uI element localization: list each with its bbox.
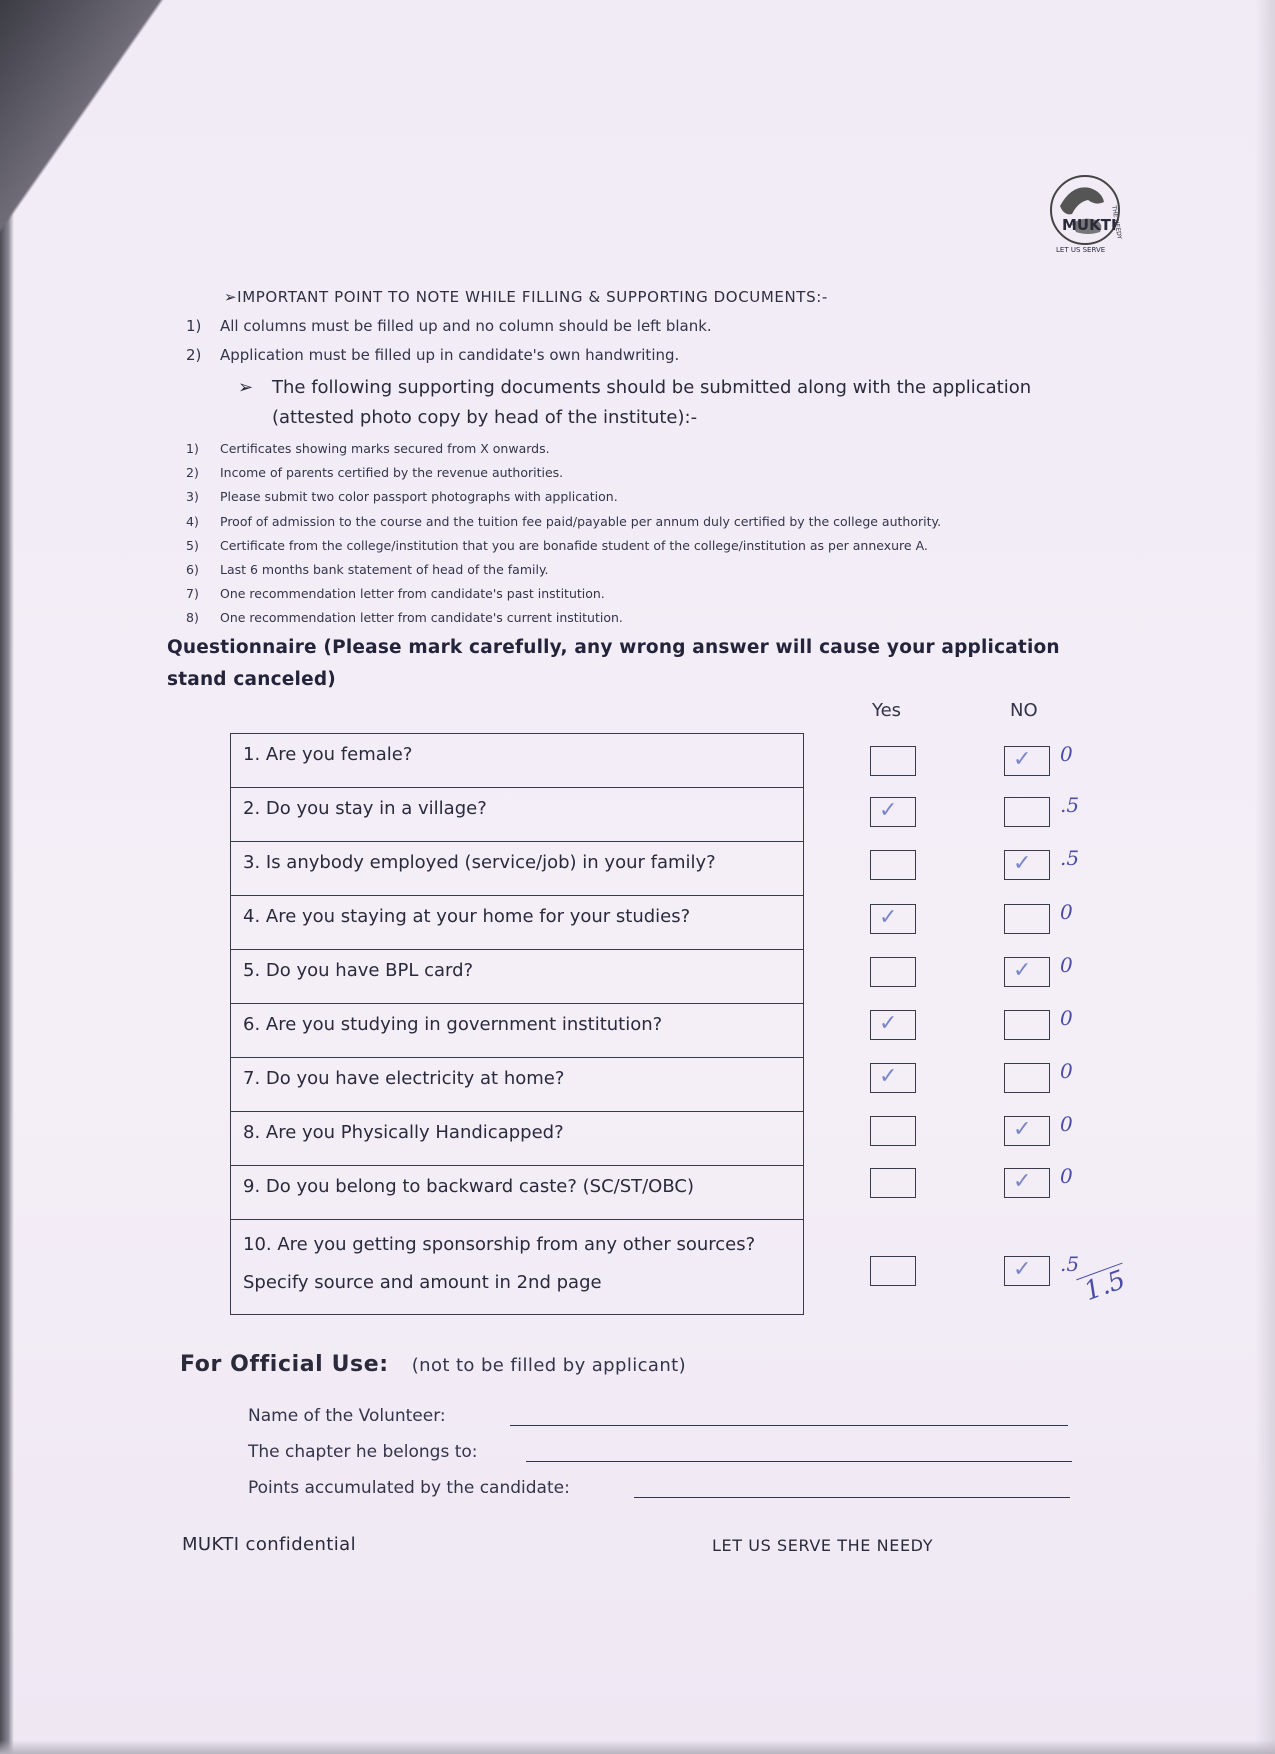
question-row: 6. Are you studying in government institution? [231,1004,803,1058]
field-line[interactable] [510,1425,1068,1426]
document-item [186,440,1146,464]
handwritten-score: 0 [1060,1112,1073,1136]
field-label: Points accumulated by the candidate: [248,1478,570,1498]
document-text: Please submit two color passport photographs with application. [220,489,618,505]
check-mark-icon: ✓ [1013,851,1032,876]
questionnaire-title: Questionnaire (Please mark carefully, any wrong answer will cause your application stand canceled) [167,637,1060,690]
checkbox-no[interactable] [1004,746,1050,776]
important-note-heading: ➢IMPORTANT POINT TO NOTE WHILE FILLING & SUPPORTING DOCUMENTS:- [224,288,828,306]
checkbox-no[interactable] [1004,1010,1050,1040]
checkbox-yes[interactable] [870,850,916,880]
rule-text: Application must be filled up in candidate's own handwriting. [220,346,680,364]
svg-text:THE NEEDY: THE NEEDY [1110,205,1123,240]
question-row: 10. Are you getting sponsorship from any other sources? Specify source and amount in 2nd page [243,1234,756,1293]
question-row: 9. Do you belong to backward caste? (SC/ST/OBC) [231,1166,803,1220]
document-item [186,488,1146,512]
document-item [186,585,1146,609]
document-text: Income of parents certified by the revenue authorities. [220,465,564,481]
volunteer-name-field[interactable] [248,1398,1080,1434]
rule-number: 2) [186,346,202,364]
document-text: Certificate from the college/institution that you are bonafide student of the college/institution as per annexure A. [220,537,928,553]
question-row: 2. Do you stay in a village? [231,788,803,842]
document-text: One recommendation letter from candidate's current institution. [220,610,623,626]
handwritten-score: .5 [1060,846,1080,870]
checkbox-yes[interactable] [870,957,916,987]
check-mark-icon: ✓ [879,798,898,823]
checkbox-no[interactable] [1004,957,1050,987]
documents-heading [238,373,1158,433]
checkbox-yes[interactable] [870,1010,916,1040]
svg-text:LET US SERVE: LET US SERVE [1056,246,1106,254]
question-row: 5. Do you have BPL card? [231,950,803,1004]
checkbox-no[interactable] [1004,1168,1050,1198]
checkbox-no[interactable] [1004,904,1050,934]
document-number: 7) [186,586,199,602]
handwritten-score: 0 [1060,953,1073,977]
document-text: One recommendation letter from candidate's past institution. [220,586,605,602]
field-label: Name of the Volunteer: [248,1406,446,1426]
scan-shadow-right [1255,0,1275,1754]
check-mark-icon: ✓ [1013,1169,1032,1194]
check-mark-icon: ✓ [1013,747,1032,772]
documents-heading-line2: (attested photo copy by head of the institute):- [272,407,698,428]
rule-number: 1) [186,317,202,335]
check-mark-icon: ✓ [879,905,898,930]
rules-list [186,316,1086,374]
document-item [186,464,1146,488]
mukti-logo [1042,166,1128,264]
field-label: The chapter he belongs to: [248,1442,478,1462]
handwritten-score: .5 [1060,1252,1080,1276]
checkbox-yes[interactable] [870,1168,916,1198]
handwritten-score: 0 [1060,900,1073,924]
checkbox-no[interactable] [1004,1116,1050,1146]
field-line[interactable] [526,1461,1072,1462]
document-number: 6) [186,561,199,577]
document-text: Certificates showing marks secured from X onwards. [220,441,550,456]
points-field[interactable] [248,1470,1080,1506]
document-number: 8) [186,610,199,626]
check-mark-icon: ✓ [879,1064,898,1089]
document-number: 1) [186,441,199,456]
rule-item [186,316,1086,345]
checkbox-yes[interactable] [870,1116,916,1146]
document-number: 5) [186,537,199,553]
documents-heading-line1: The following supporting documents should be submitted along with the application [272,377,1032,398]
document-number: 4) [186,513,199,529]
total-score: 1.5 [1076,1262,1133,1308]
checkbox-yes[interactable] [870,797,916,827]
document-number: 2) [186,465,199,481]
official-use-section [180,1352,1080,1506]
arrow-bullet-icon: ➢ [238,377,254,398]
question-row: 4. Are you staying at your home for your studies? [231,896,803,950]
handwritten-score: 0 [1060,1006,1073,1030]
handwritten-score: 0 [1060,1164,1073,1188]
check-mark-icon: ✓ [1013,958,1032,983]
document-item [186,561,1146,585]
checkbox-no[interactable] [1004,850,1050,880]
folded-corner [0,0,190,300]
question-row: 3. Is anybody employed (service/job) in your family? [231,842,803,896]
check-mark-icon: ✓ [879,1011,898,1036]
checkbox-no[interactable] [1004,797,1050,827]
questionnaire-table [230,733,804,1315]
handwritten-score: 0 [1060,1059,1073,1083]
rule-item [186,345,1086,374]
footer-confidential: MUKTI confidential [182,1534,356,1555]
checkbox-yes[interactable] [870,1256,916,1286]
official-use-subtitle: (not to be filled by applicant) [411,1355,687,1376]
check-mark-icon: ✓ [1013,1117,1032,1142]
question-row: 7. Do you have electricity at home? [231,1058,803,1112]
question-row: 8. Are you Physically Handicapped? [231,1112,803,1166]
document-number: 3) [186,489,199,505]
column-header-no: NO [1010,700,1038,721]
footer-slogan: LET US SERVE THE NEEDY [712,1536,934,1555]
document-item [186,609,1146,633]
checkbox-yes[interactable] [870,904,916,934]
checkbox-no[interactable] [1004,1063,1050,1093]
scan-shadow-bottom [0,1740,1275,1754]
document-item [186,513,1146,537]
handwritten-score: .5 [1060,793,1080,817]
official-use-title: For Official Use: [180,1352,389,1377]
document-item [186,537,1146,561]
question-row: 1. Are you female? [231,734,803,788]
document-text: Proof of admission to the course and the tuition fee paid/payable per annum duly certified by the college authority. [220,513,942,529]
rule-text: All columns must be filled up and no column should be left blank. [220,317,712,335]
checkbox-no[interactable] [1004,1256,1050,1286]
handwritten-score: 0 [1060,742,1073,766]
documents-list [186,440,1146,634]
checkbox-yes[interactable] [870,746,916,776]
check-mark-icon: ✓ [1013,1257,1032,1282]
document-text: Last 6 months bank statement of head of the family. [220,561,549,577]
checkbox-yes[interactable] [870,1063,916,1093]
chapter-field[interactable] [248,1434,1080,1470]
svg-text:MUKTI: MUKTI [1062,216,1117,234]
field-line[interactable] [634,1497,1070,1498]
column-header-yes: Yes [872,700,902,721]
